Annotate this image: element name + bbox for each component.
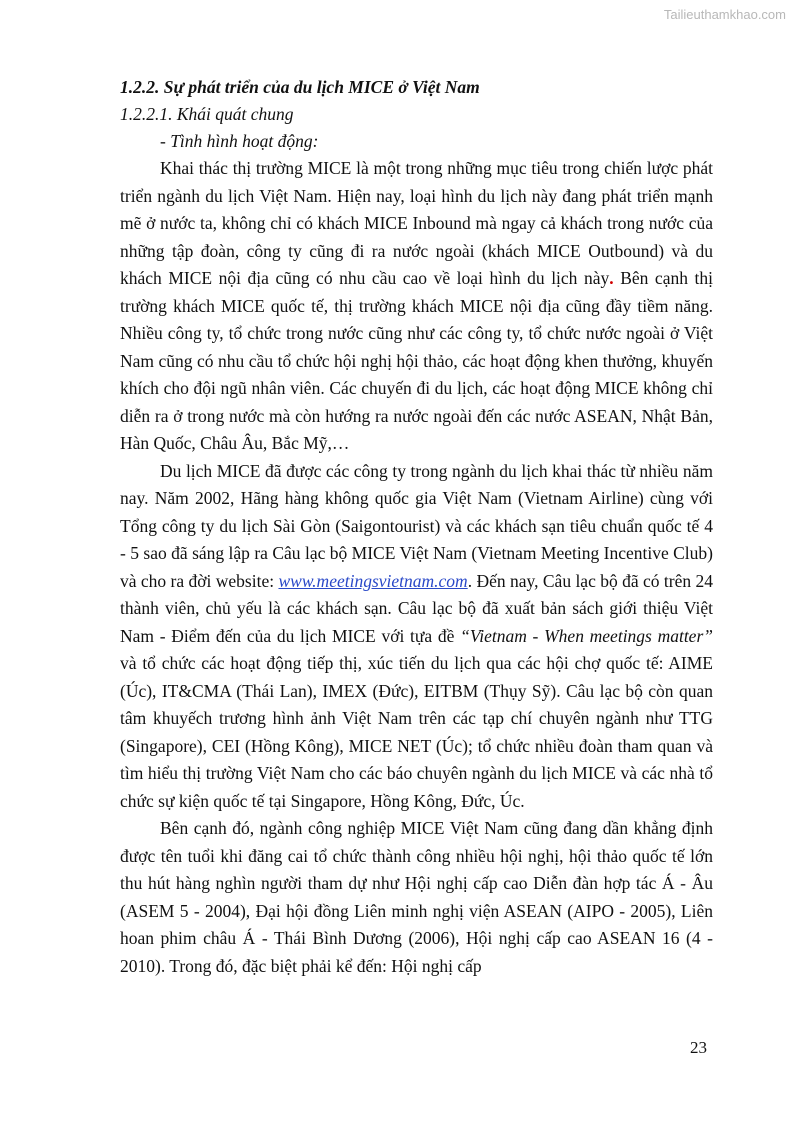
- red-dot: .: [609, 268, 614, 288]
- website-link[interactable]: www.meetingsvietnam.com: [278, 570, 468, 591]
- subsection-heading: 1.2.2.1. Khái quát chung: [120, 104, 294, 124]
- section-heading: 1.2.2. Sự phát triển của du lịch MICE ở Việt Nam: [120, 77, 480, 97]
- document-body: [120, 74, 713, 980]
- watermark: Tailieuthamkhao.com: [663, 7, 786, 22]
- subsubsection-heading: - Tình hình hoạt động:: [160, 131, 319, 151]
- paragraph-3: Bên cạnh đó, ngành công nghiệp MICE Việt Nam cũng đang dần khẳng định được tên tuổi khi đăng cai tổ chức thành công nhiều hội nghị, hội thảo quốc tế lớn thu hút hàng nghìn người tham dự như Hội nghị cấp cao Diễn đàn hợp tác Á - Âu (ASEM 5 - 2004), Đại hội đồng Liên minh nghị viện ASEAN (AIPO - 2005), Liên hoan phim châu Á - Thái Bình Dương (2006), Hội nghị cấp cao ASEAN 16 (4 - 2010). Trong đó, đặc biệt phải kể đến: Hội nghị cấp: [120, 818, 713, 976]
- paragraph-2-text-b: . Đến nay, Câu lạc bộ đã có trên 24 thành viên, chủ yếu là các khách sạn. Câu lạc bộ đã xuất bản sách giới thiệu Việt Nam - Điểm đến của du lịch MICE với tựa đề: [120, 570, 713, 646]
- paragraph-1-text-a: Khai thác thị trường MICE là một trong những mục tiêu trong chiến lược phát triển ngành du lịch Việt Nam. Hiện nay, loại hình du lịch này đang phát triển mạnh mẽ ở nước ta, không chỉ có khách MICE Inbound mà ngay cả khách trong nước của những tập đoàn, công ty cũng đi ra nước ngoài (khách MICE Outbound) và du khách MICE nội địa cũng có nhu cầu cao về loại hình du lịch này: [120, 158, 713, 288]
- paragraph-2-text-c: và tổ chức các hoạt động tiếp thị, xúc tiến du lịch qua các hội chợ quốc tế: AIME (Úc), IT&CMA (Thái Lan), IMEX (Đức), EITBM (Thụy Sỹ). Câu lạc bộ còn quan tâm khuyếch trương hình ảnh Việt Nam trên các tạp chí chuyên ngành như TTG (Singapore), CEI (Hồng Kông), MICE NET (Úc); tổ chức nhiều đoàn tham quan và tìm hiểu thị trường Việt Nam cho các báo chuyên ngành du lịch MICE và các nhà tổ chức sự kiện quốc tế tại Singapore, Hồng Kông, Đức, Úc.: [120, 653, 713, 811]
- paragraph-2-text-a: Du lịch MICE đã được các công ty trong ngành du lịch khai thác từ nhiều năm nay. Năm 2002, Hãng hàng không quốc gia Việt Nam (Vietnam Airline) cùng với Tổng công ty du lịch Sài Gòn (Saigontourist) và các khách sạn tiêu chuẩn quốc tế 4 - 5 sao đã sáng lập ra Câu lạc bộ MICE Việt Nam (Vietnam Meeting Incentive Club) và cho ra đời website:: [120, 460, 713, 591]
- paragraph-1: [120, 155, 713, 458]
- paragraph-1-text-b: Bên cạnh thị trường khách MICE quốc tế, thị trường khách MICE nội địa cũng đầy tiềm năng. Nhiều công ty, tổ chức trong nước cũng như các công ty, tổ chức nước ngoài ở Việt Nam cũng có nhu cầu tổ chức hội nghị hội thảo, các hoạt động khen thưởng, khuyến khích cho đội ngũ nhân viên. Các chuyến đi du lịch, các hoạt động MICE không chỉ diễn ra ở trong nước mà còn hướng ra nước ngoài đến các nước ASEAN, Nhật Bản, Hàn Quốc, Châu Âu, Bắc Mỹ,…: [120, 268, 713, 453]
- book-title: “Vietnam - When meetings matter”: [460, 625, 713, 646]
- paragraph-2: [120, 458, 713, 816]
- page-number: 23: [690, 1038, 707, 1057]
